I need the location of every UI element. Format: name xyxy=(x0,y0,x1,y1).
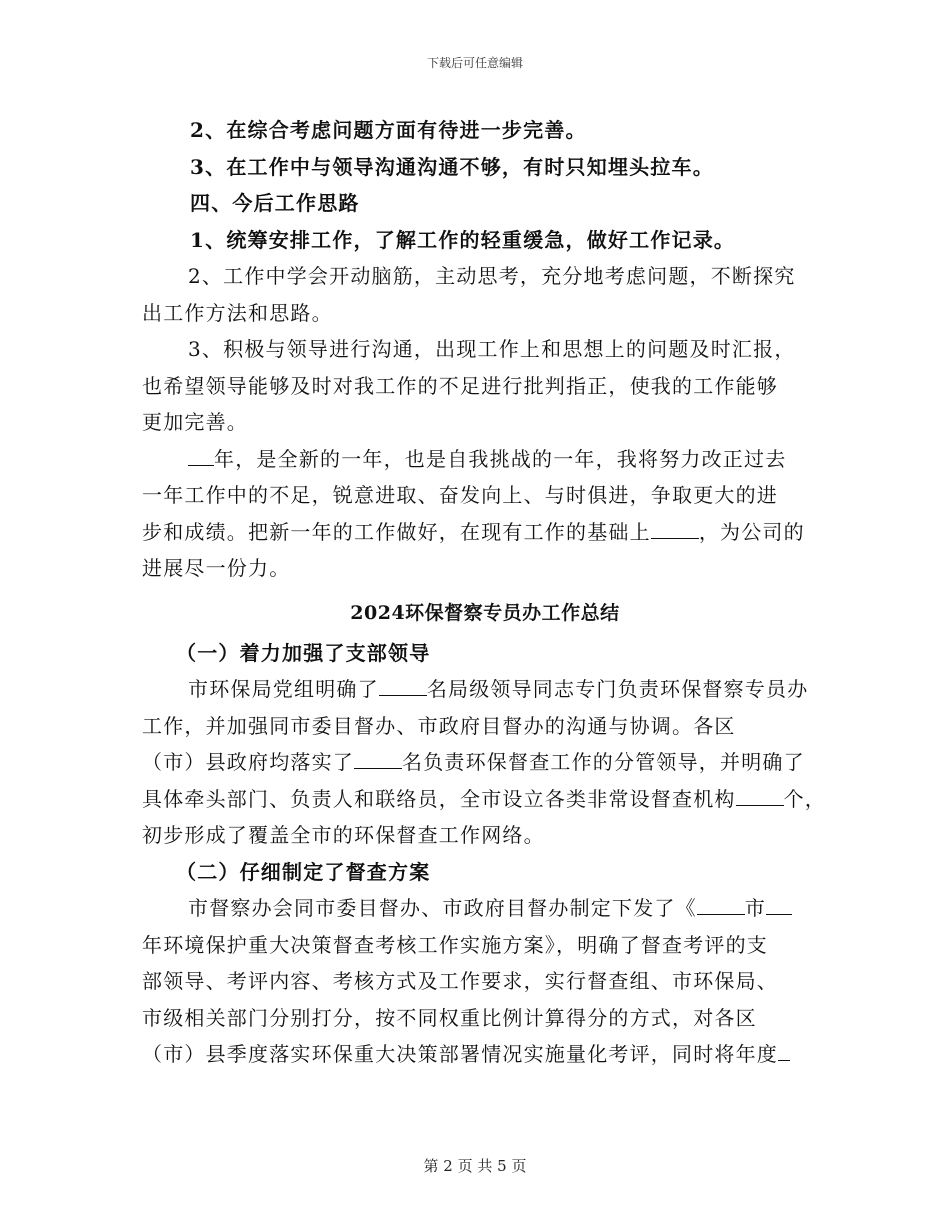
section1-line2: 工作，并加强同市委目督办、市政府目督办的沟通与协调。各区 xyxy=(142,713,736,738)
section1-line4-b: 个， xyxy=(783,786,827,811)
paragraph-plan-2-line1: 2、工作中学会开动脑筋，主动思考，充分地考虑问题，不断探究 xyxy=(188,264,796,288)
closing-line1-text: 年，是全新的一年，也是自我挑战的一年，我将努力改正过去 xyxy=(214,446,787,471)
paragraph-closing-line3 xyxy=(142,514,828,551)
section2-line2: 年环境保护重大决策督查考核工作实施方案》，明确了督查考评的支 xyxy=(142,932,768,957)
paragraph-improve-3: 3、在工作中与领导沟通沟通不够，有时只知埋头拉车。 xyxy=(190,154,714,179)
section1-line4 xyxy=(142,781,828,818)
section2-line1-b: 市 xyxy=(744,896,767,920)
paragraph-closing-line1 xyxy=(142,441,828,478)
section2-line4: 市级相关部门分别打分，按不同权重比例计算得分的方式，对各区 xyxy=(142,1005,757,1030)
document-body xyxy=(142,112,828,1073)
fill-blank xyxy=(651,520,699,539)
heading-future-work: 四、今后工作思路 xyxy=(190,191,360,215)
paragraph-improve-2: 2、在综合考虑问题方面有待进一步完善。 xyxy=(190,118,587,142)
paragraph-closing-line4: 进展尽一份力。 xyxy=(142,556,291,580)
section1-line1-a: 市环保局党组明确了 xyxy=(188,677,379,701)
closing-line3-text-a: 步和成绩。把新一年的工作做好，在现有工作的基础上 xyxy=(142,519,651,544)
fill-blank xyxy=(778,1042,790,1061)
paragraph-closing-line2: 一年工作中的不足，锐意进取、奋发向上、与时俱进，争取更大的进 xyxy=(142,483,778,507)
fill-blank xyxy=(188,447,214,466)
section2-line5-text: （市）县季度落实环保重大决策部署情况实施量化考评，同时将年度 xyxy=(142,1042,778,1066)
page-footer: 第 2 页 共 5 页 xyxy=(423,1157,527,1175)
section2-heading: （二）仔细制定了督查方案 xyxy=(176,859,431,884)
section1-heading: （一）着力加强了支部领导 xyxy=(176,640,431,665)
fill-blank xyxy=(379,677,427,696)
section-title: 2024环保督察专员办工作总结 xyxy=(350,601,620,624)
section2-line5 xyxy=(142,1036,828,1073)
section1-line5: 初步形成了覆盖全市的环保督查工作网络。 xyxy=(142,823,545,847)
section1-line3-b: 名负责环保督查工作的分管领导，并明确了 xyxy=(402,750,805,774)
paragraph-plan-3-line2: 也希望领导能够及时对我工作的不足进行批判指正，使我的工作能够 xyxy=(142,373,778,398)
paragraph-plan-3-line3: 更加完善。 xyxy=(142,410,248,434)
fill-blank xyxy=(354,750,402,769)
header-note: 下载后可任意编辑 xyxy=(426,56,523,70)
paragraph-plan-3-line1: 3、积极与领导进行沟通，出现工作上和思想上的问题及时汇报， xyxy=(188,337,796,361)
section2-line1-a: 市督察办会同市委目督办、市政府目督办制定下发了《 xyxy=(188,896,697,920)
closing-line3-text-b: ，为公司的 xyxy=(698,519,805,544)
fill-blank xyxy=(766,896,792,915)
fill-blank xyxy=(736,787,784,806)
section1-line1 xyxy=(142,671,828,708)
fill-blank xyxy=(697,896,745,915)
section1-line1-b: 名局级领导同志专门负责环保督察专员办 xyxy=(426,677,809,701)
paragraph-plan-1: 1、统筹安排工作，了解工作的轻重缓急，做好工作记录。 xyxy=(190,227,736,252)
section2-line1 xyxy=(142,890,828,927)
paragraph-plan-2-line2: 出工作方法和思路。 xyxy=(142,300,333,325)
section1-line4-a: 具体牵头部门、负责人和联络员，全市设立各类非常设督查机构 xyxy=(142,786,736,811)
section2-line3: 部领导、考评内容、考核方式及工作要求，实行督查组、市环保局、 xyxy=(142,969,778,993)
section1-line3-a: （市）县政府均落实了 xyxy=(142,750,354,774)
section1-line3 xyxy=(142,744,828,781)
